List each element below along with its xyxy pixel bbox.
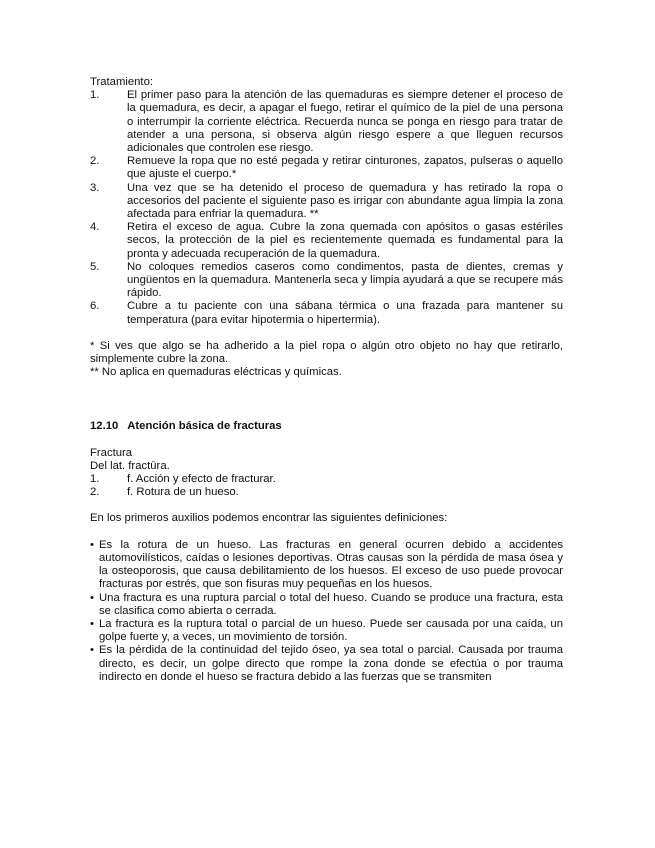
list-item	[90, 618, 563, 644]
treatment-item-2	[90, 155, 563, 181]
treatment-item-3	[90, 182, 563, 222]
bullet-icon: •	[90, 617, 94, 630]
definition-text: f. Acción y efecto de fracturar.	[127, 473, 276, 486]
item-text: Retira el exceso de agua. Cubre la zona quemada con apósitos o gasas estériles secos, la protección de la piel es recientemente quemada es fundamental para la pronta y adecuada recuperación de la quemadura.	[127, 221, 563, 260]
treatment-item-4	[90, 221, 563, 261]
list-item-text: Una fractura es una ruptura parcial o total del hueso. Cuando se produce una fractura, esta se clasifica como abierta o cerrada.	[99, 591, 563, 617]
definition-1	[90, 473, 563, 486]
bullet-icon: •	[90, 538, 94, 551]
list-item-text: La fractura es la ruptura total o parcial de un hueso. Puede ser causada por una caída, un golpe fuerte y, a veces, un movimiento de torsión.	[99, 617, 563, 644]
treatment-title: Tratamiento:	[90, 76, 153, 88]
page-content	[90, 76, 563, 684]
spacer	[90, 434, 563, 447]
list-item-text: Es la pérdida de la continuidad del tejido óseo, ya sea total o parcial. Causada por trauma directo, es decir, un golpe directo que rompe la zona donde se efectúa o por trauma indirecto en donde el hueso se fractura debido a las fuerzas que se transmiten	[99, 644, 563, 683]
spacer	[90, 499, 563, 512]
bullet-icon: •	[90, 644, 94, 657]
list-item	[90, 592, 563, 618]
treatment-item-6	[90, 300, 563, 326]
list-item	[90, 539, 563, 592]
term: Fractura	[90, 446, 133, 459]
list-item	[90, 644, 563, 684]
footnote-1: * Si ves que algo se ha adherido a la piel ropa o algún otro objeto no hay que retirarlo, simplemente cubre la zona.	[90, 339, 563, 366]
item-number: 5.	[90, 260, 100, 273]
spacer	[90, 526, 563, 539]
treatment-item-5	[90, 261, 563, 301]
item-number: 6.	[90, 300, 100, 313]
definitions-intro: En los primeros auxilios podemos encontrar las siguientes definiciones:	[90, 512, 448, 525]
item-number: 1.	[90, 89, 100, 102]
list-item-text: Es la rotura de un hueso. Las fracturas en general ocurren debido a accidentes automovilísticos, caídas o lesiones deportivas. Otras causas son la pérdida de masa ósea y la osteoporosis, que causa debilitamiento de los huesos. El exceso de uso puede provocar fracturas por estrés, que son fisuras muy pequeñas en los huesos.	[99, 538, 563, 591]
item-number: 2.	[90, 155, 100, 168]
definition-2	[90, 486, 563, 499]
spacer	[90, 379, 563, 420]
spacer	[90, 327, 563, 340]
item-text: Remueve la ropa que no esté pegada y retirar cinturones, zapatos, pulseras o aquello que ajuste el cuerpo.*	[127, 155, 563, 181]
etymology: Del lat. fractūra.	[90, 459, 170, 472]
item-text: No coloques remedios caseros como condimentos, pasta de dientes, cremas y ungüentos en la quemadura. Mantenerla seca y limpia ayudará a que se recupere más rápido.	[127, 260, 563, 300]
item-text: Cubre a tu paciente con una sábana térmica o una frazada para mantener su temperatura (para evitar hipotermia o hipertermia).	[127, 300, 563, 326]
section-heading: 12.10 Atención básica de fracturas	[90, 420, 282, 433]
treatment-item-1	[90, 89, 563, 155]
item-text: Una vez que se ha detenido el proceso de quemadura y has retirado la ropa o accesorios del paciente el siguiente paso es irrigar con abundante agua limpia la zona afectada para enfriar la quemadura. **	[127, 181, 563, 221]
footnote-2: ** No aplica en quemaduras eléctricas y químicas.	[90, 366, 342, 379]
item-number: 4.	[90, 221, 100, 234]
definition-text: f. Rotura de un hueso.	[127, 486, 239, 499]
item-number: 3.	[90, 181, 100, 194]
definition-number: 1.	[90, 473, 100, 486]
bullet-icon: •	[90, 591, 94, 604]
definitions-list	[90, 539, 563, 684]
item-text: El primer paso para la atención de las quemaduras es siempre detener el proceso de la quemadura, es decir, a apagar el fuego, retirar el químico de la piel de una persona o interrumpir la corriente eléctrica. Recuerda nunca se ponga en riesgo para tratar de atender a una persona, si observa algún riesgo espere a que lleguen recursos adicionales que controlen ese riesgo.	[127, 89, 563, 155]
definition-number: 2.	[90, 486, 100, 499]
